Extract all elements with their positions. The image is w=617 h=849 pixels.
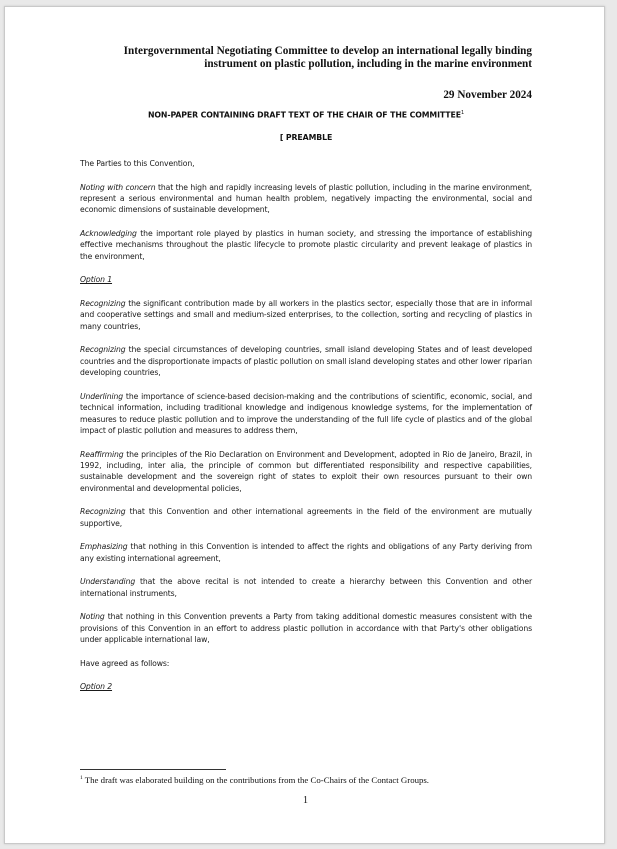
paragraph-text: Have agreed as follows:: [80, 658, 170, 668]
section-heading: [ PREAMBLE: [279, 133, 333, 142]
option-2-heading: Option 2: [80, 682, 113, 692]
paragraph-lead: Acknowledging: [80, 229, 137, 238]
paragraph-text: The Parties to this Convention,: [80, 159, 195, 168]
document-date: 29 November 2024: [443, 89, 532, 101]
paragraph-text: the principles of the Rio Declaration on Environment and Development, adopted in Rio de Janeiro, Brazil, in 1992, including, inter alia, the principle of common but differentiated responsibility and respective capabilities, sustainable development and the sovereign right of states to exploit their own resources pursuant to their own environmental and developmental policies,: [80, 449, 532, 493]
paragraph-text: that the high and rapidly increasing levels of plastic pollution, including in the marine environment, represent a serious environmental and human health problem, negatively impacting the environmental, social and economic dimensions of sustainable development,: [80, 182, 532, 215]
paragraph-lead: Recognizing: [80, 507, 126, 517]
document-title: [80, 110, 532, 120]
paragraph-lead: Understanding: [80, 577, 136, 587]
paragraph-noting-domestic: [80, 611, 532, 645]
footnote-marker: 1: [80, 775, 83, 782]
paragraph-text: the importance of science-based decision-making and the contributions of scientific, economic, social, and technical information, including traditional knowledge and indigenous knowledge systems, for the implementation of measures to reduce plastic pollution and to improve the understanding of the full life cycle of plastics and of the global impact of plastic pollution and measures to address them,: [80, 391, 532, 436]
paragraph-lead: Recognizing: [80, 345, 126, 355]
footnote-text: The draft was elaborated building on the contributions from the Co-Chairs of the Contact Groups.: [82, 775, 430, 785]
footnote: [80, 775, 540, 785]
paragraph-text: that this Convention and other international agreements in the field of the environment are mutually supportive,: [80, 507, 532, 528]
document-title-text: NON-PAPER CONTAINING DRAFT TEXT OF THE CHAIR OF THE COMMITTEE: [147, 110, 461, 120]
paragraph-recognizing-supportive: [80, 506, 532, 529]
paragraph-reaffirming: [80, 449, 532, 495]
paragraph-lead: Noting: [80, 612, 105, 622]
paragraph-lead: Emphasizing: [80, 542, 128, 552]
paragraph-text: the special circumstances of developing countries, small island developing States and of least developed countries and the disproportionate impacts of plastic pollution on small island developing states and other lower riparian developing countries,: [80, 345, 532, 378]
paragraph-recognizing-workers: [80, 298, 532, 332]
paragraph-lead: Recognizing: [80, 299, 126, 308]
paragraph-lead: Noting with concern: [80, 182, 156, 192]
paragraph-noting-concern: [80, 182, 532, 216]
paragraph-underlining: [80, 391, 532, 437]
document-page: [4, 6, 605, 844]
preamble-body: [80, 158, 532, 705]
paragraph-lead: Reaffirming: [80, 449, 124, 459]
paragraph-agreed: [80, 658, 532, 669]
paragraph-parties: [80, 158, 532, 169]
paragraph-text: the important role played by plastics in human society, and stressing the importance of establishing effective mechanisms throughout the plastic lifecycle to promote plastic circularity and prevent leakage of plastics in the environment,: [80, 229, 532, 261]
option-1-heading: Option 1: [80, 275, 113, 285]
footnote-separator: [80, 769, 226, 770]
page-number: 1: [303, 795, 308, 806]
footnote-reference[interactable]: 1: [460, 110, 465, 116]
paragraph-text: that nothing in this Convention is intended to affect the rights and obligations of any Party deriving from any existing international agreement,: [80, 542, 532, 563]
paragraph-text: that nothing in this Convention prevents a Party from taking additional domestic measures consistent with the provisions of this Convention in an effort to address plastic pollution in accordance with that Party's other obligations under applicable international law,: [80, 612, 532, 645]
paragraph-emphasizing: [80, 541, 532, 564]
paragraph-text: the significant contribution made by all workers in the plastics sector, especially those that are in informal and cooperative settings and small and medium-sized enterprises, to the collection, sorting and recycling of plastics in many countries,: [80, 299, 532, 331]
committee-header: Intergovernmental Negotiating Committee to develop an international legally binding instrument on plastic pollution, including in the marine environment: [123, 45, 532, 70]
paragraph-understanding: [80, 576, 532, 599]
paragraph-recognizing-circumstances: [80, 344, 532, 378]
paragraph-lead: Underlining: [80, 391, 123, 401]
paragraph-acknowledging: [80, 228, 532, 262]
paragraph-text: that the above recital is not intended to create a hierarchy between this Convention and other international instruments,: [80, 577, 532, 598]
